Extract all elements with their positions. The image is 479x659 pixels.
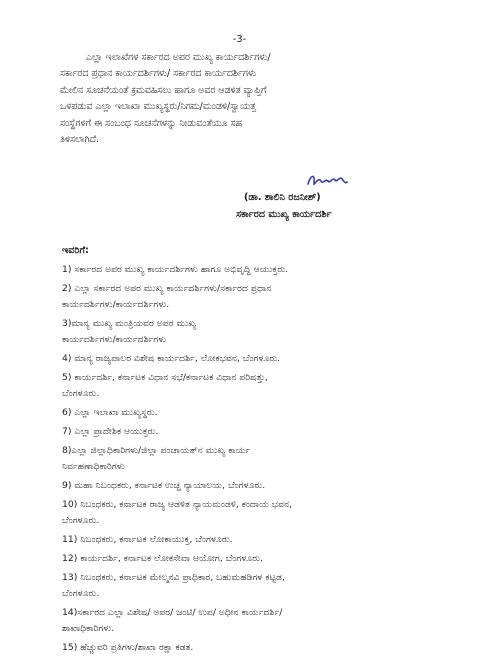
page-number: -3- bbox=[232, 34, 247, 45]
recipient-item bbox=[62, 281, 430, 312]
recipient-line: 1) ಸರ್ಕಾರದ ಅಪರ ಮುಖ್ಯ ಕಾರ್ಯದರ್ಶಿಗಳು ಹಾಗೂ ಅಭಿವೃದ್ಧಿ ಆಯುಕ್ತರು. bbox=[62, 264, 289, 275]
recipient-item bbox=[62, 262, 430, 278]
recipient-item bbox=[62, 570, 430, 601]
recipient-line: 9) ಮಹಾ ನಿಬಂಧಕರು, ಕರ್ನಾಟಕ ಉಚ್ಚ ನ್ಯಾಯಾಲಯ, ಬೆಂಗಳೂರು. bbox=[62, 479, 266, 491]
recipient-line: ನಿರ್ವಹಣಾಧಿಕಾರಿಗಳು bbox=[62, 460, 125, 472]
recipient-line: 7) ಎಲ್ಲಾ ಪ್ರಾದೇಶಿಕ ಆಯುಕ್ತರು. bbox=[62, 425, 159, 437]
recipient-line: 14)ಸರ್ಕಾರದ ಎಲ್ಲಾ ವಿಶೇಷ/ ಅಪರ/ ಜಂಟಿ/ ಉಪ/ ಅಧೀನ ಕಾರ್ಯದರ್ಶಿ/ bbox=[62, 607, 283, 618]
recipient-item bbox=[62, 497, 430, 528]
recipient-line: 12) ಕಾರ್ಯದರ್ಶಿ, ಕರ್ನಾಟಕ ಲೋಕಸೇವಾ ಆಯೋಗ, ಬೆಂಗಳೂರು. bbox=[62, 553, 263, 565]
recipient-item bbox=[62, 640, 430, 656]
paragraph-line: ಮೇಲಿನ ಸೂಚನೆಯಂತೆ ಕ್ರಮವಹಿಸಲು ಹಾಗೂ ಅವರ ಆಡಳಿತ ವ್ಯಾಪ್ತಿಗೆ bbox=[60, 84, 267, 96]
paragraph-line: ತಿಳಿಸಲಾಗಿದೆ. bbox=[60, 134, 99, 146]
recipient-line: ಬೆಂಗಳೂರು. bbox=[62, 587, 100, 599]
recipient-item bbox=[62, 478, 430, 494]
recipient-line: 4) ಮಾನ್ಯ ರಾಜ್ಯಪಾಲರ ವಿಶೇಷ ಕಾರ್ಯದರ್ಶಿ, ಲೋಕಭವನ, ಬೆಂಗಳೂರು. bbox=[62, 352, 281, 364]
recipients-list bbox=[62, 262, 430, 659]
body-paragraph bbox=[60, 50, 432, 148]
recipient-item bbox=[62, 443, 430, 474]
paragraph-line: ಸರ್ಕಾರದ ಪ್ರಧಾನ ಕಾರ್ಯದರ್ಶಿಗಳು/ ಸರ್ಕಾರದ ಕಾರ್ಯದರ್ಶಿಗಳು bbox=[60, 68, 257, 80]
recipient-item bbox=[62, 551, 430, 567]
recipient-line: 13) ನಿಬಂಧಕರು, ಕರ್ನಾಟಕ ಮೇಲ್ಮನವಿ ಪ್ರಾಧಿಕಾರ, ಬಹುಮಹಡಿಗಳ ಕಟ್ಟಡ, bbox=[62, 572, 285, 584]
signature-icon bbox=[306, 172, 348, 190]
recipient-line: ಶಾಖಾಧಿಕಾರಿಗಳು. bbox=[62, 622, 115, 634]
recipient-line: ಬೆಂಗಳೂರು. bbox=[62, 514, 100, 526]
recipient-item bbox=[62, 424, 430, 440]
recipient-item bbox=[62, 405, 430, 421]
paragraph-line: ಸಂಸ್ಥೆಗಳಿಗೆ ಈ ಸಂಬಂಧ ಸೂಚನೆಗಳನ್ನು ನೀಡುವಂತೆಯೂ ಸಹ bbox=[60, 117, 242, 129]
recipient-line: ಕಾರ್ಯದರ್ಶಿಗಳು/ಕಾರ್ಯದರ್ಶಿಗಳು bbox=[62, 333, 167, 345]
recipient-line: ಬೆಂಗಳೂರು. bbox=[62, 387, 100, 399]
recipient-item bbox=[62, 316, 430, 347]
recipient-line: 2) ಎಲ್ಲಾ ಸರ್ಕಾರದ ಅಪರ ಮುಖ್ಯ ಕಾರ್ಯದರ್ಶಿಗಳು/ಸರ್ಕಾರದ ಪ್ರಧಾನ bbox=[62, 283, 272, 295]
recipient-item bbox=[62, 605, 430, 636]
signatory-designation: ಸರ್ಕಾರದ ಮುಖ್ಯ ಕಾರ್ಯದರ್ಶಿ bbox=[236, 209, 332, 220]
recipient-line: 15) ಹೆಚ್ಚುವರಿ ಪ್ರತಿಗಳು/ಶಾಖಾ ರಕ್ಷಾ ಕಡತ. bbox=[62, 641, 194, 653]
recipient-item bbox=[62, 532, 430, 548]
signatory-name: (ಡಾ. ಶಾಲಿನಿ ರಜನೀಶ್) bbox=[244, 192, 321, 203]
paragraph-line: ಎಲ್ಲಾ ಇಲಾಖೆಗಳ ಸರ್ಕಾರದ ಅಪರ ಮುಖ್ಯ ಕಾರ್ಯದರ್ಶಿಗಳು/ bbox=[86, 52, 271, 63]
paragraph-line: ಒಳಪಡುವ ಎಲ್ಲಾ ಇಲಾಖಾ ಮುಖ್ಯಸ್ಥರು/ನಿಗಮ/ಮಂಡಳಿ/ಸ್ವಾಯತ್ತ bbox=[60, 101, 256, 113]
recipient-line: 8)ಎಲ್ಲಾ ಜಿಲ್ಲಾಧಿಕಾರಿಗಳು/ಜಿಲ್ಲಾ ಪಂಚಾಯತ್‌ನ ಮುಖ್ಯ ಕಾರ್ಯ bbox=[62, 445, 251, 457]
recipient-line: 11) ನಿಬಂಧಕರು, ಕರ್ನಾಟಕ ಲೋಕಾಯುಕ್ತ, ಬೆಂಗಳೂರು. bbox=[62, 533, 233, 545]
recipients-heading: ಇವರಿಗೆ: bbox=[62, 245, 89, 256]
recipient-item bbox=[62, 351, 430, 367]
recipient-line: ಕಾರ್ಯದರ್ಶಿಗಳು/ಕಾರ್ಯದರ್ಶಿಗಳು. bbox=[62, 298, 170, 310]
recipient-line: 3)ಮಾನ್ಯ ಮುಖ್ಯ ಮಂತ್ರಿಯವರ ಅಪರ ಮುಖ್ಯ bbox=[62, 317, 197, 329]
recipient-line: 5) ಕಾರ್ಯದರ್ಶಿ, ಕರ್ನಾಟಕ ವಿಧಾನ ಸಭೆ/ಕರ್ನಾಟಕ ವಿಧಾನ ಪರಿಷತ್ತು, bbox=[62, 371, 268, 383]
recipient-line: 6) ಎಲ್ಲಾ ಇಲಾಖಾ ಮುಖ್ಯಸ್ಥರು. bbox=[62, 406, 158, 418]
recipient-item bbox=[62, 370, 430, 401]
recipient-line: 10) ನಿಬಂಧಕರು, ಕರ್ನಾಟಕ ರಾಜ್ಯ ಆಡಳಿತ ನ್ಯಾಯಮಂಡಳಿ, ಕಂದಾಯ ಭವನ, bbox=[62, 499, 293, 511]
